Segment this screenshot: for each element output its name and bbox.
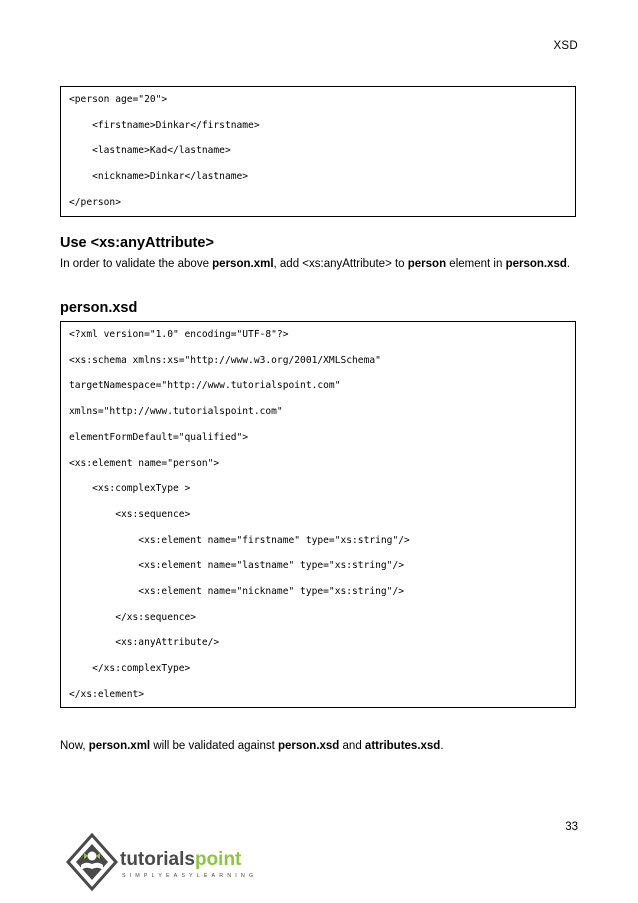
bold-term: person.xml bbox=[212, 258, 274, 270]
logo-tagline: SIMPLYEASYLEARNING bbox=[122, 873, 258, 879]
code-line: <nickname>Dinkar</lastname> bbox=[69, 171, 249, 183]
text-span: . bbox=[440, 740, 444, 752]
text-span: , add <xs:anyAttribute> to bbox=[273, 258, 408, 270]
code-line: <xs:element name="lastname" type="xs:string"/> bbox=[69, 560, 405, 572]
code-line: <xs:schema xmlns:xs="http://www.w3.org/2001/XMLSchema" bbox=[69, 354, 381, 366]
code-line: </xs:complexType> bbox=[69, 663, 191, 675]
code-line: elementFormDefault="qualified"> bbox=[69, 431, 249, 443]
text-span: Now, bbox=[60, 740, 89, 752]
bold-term: person.xsd bbox=[277, 740, 340, 752]
bold-term: person bbox=[407, 258, 447, 270]
code-line: <xs:complexType > bbox=[69, 483, 191, 495]
code-line: <?xml version="1.0" encoding="UTF-8"?> bbox=[69, 329, 289, 340]
code-line: </person> bbox=[69, 196, 121, 208]
code-line: </xs:element> bbox=[69, 688, 145, 700]
bold-term: attributes.xsd bbox=[364, 740, 441, 752]
code-line: </xs:sequence> bbox=[69, 611, 197, 623]
intro-paragraph bbox=[60, 257, 578, 272]
code-line: targetNamespace="http://www.tutorialspoint.com" bbox=[69, 380, 341, 392]
text-span: and bbox=[339, 740, 365, 752]
tutorialspoint-logo-icon bbox=[68, 835, 116, 889]
code-line: <xs:anyAttribute/> bbox=[69, 637, 220, 649]
logo-brand-text: tutorialspoint bbox=[120, 849, 242, 870]
section-heading-person-xsd: person.xsd bbox=[60, 300, 138, 316]
code-line: <xs:sequence> bbox=[69, 508, 191, 520]
code-line: <lastname>Kad</lastname> bbox=[69, 145, 231, 157]
code-line: <firstname>Dinkar</firstname> bbox=[69, 119, 260, 131]
code-line: xmlns="http://www.tutorialspoint.com" bbox=[69, 406, 283, 418]
code-line: <xs:element name="person"> bbox=[69, 457, 220, 469]
xsd-code-block bbox=[60, 321, 576, 708]
bold-term: person.xsd bbox=[505, 258, 567, 270]
bold-term: person.xml bbox=[88, 740, 151, 752]
text-span: In order to validate the above bbox=[60, 258, 213, 270]
text-span: . bbox=[566, 258, 571, 270]
code-line: <xs:element name="nickname" type="xs:string"/> bbox=[69, 586, 405, 597]
tutorialspoint-logo bbox=[62, 832, 262, 892]
page-number: 33 bbox=[565, 821, 578, 833]
code-line: <xs:element name="firstname" type="xs:string"/> bbox=[69, 534, 410, 546]
text-span: will be validated against bbox=[150, 740, 278, 752]
xml-code-block bbox=[60, 86, 576, 217]
text-span: element in bbox=[446, 258, 506, 270]
code-line: <person age="20"> bbox=[69, 94, 168, 105]
closing-paragraph bbox=[60, 739, 578, 754]
page-header-title: XSD bbox=[553, 40, 578, 52]
section-heading-any-attribute: Use <xs:anyAttribute> bbox=[60, 235, 214, 251]
